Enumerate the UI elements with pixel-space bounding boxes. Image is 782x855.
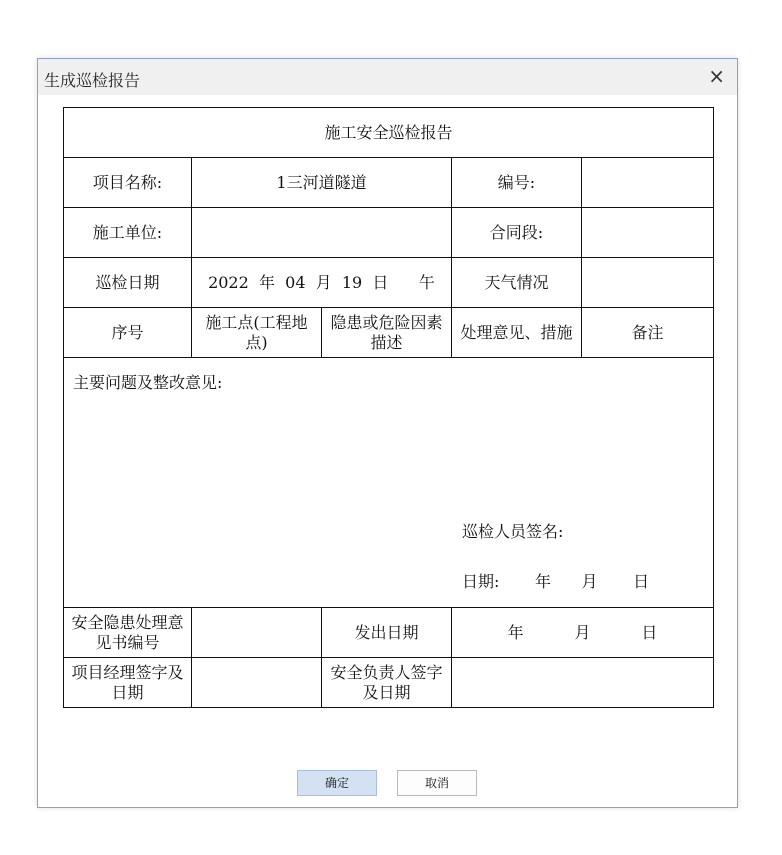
date-month: 04 [285,272,306,292]
notice-number-label: 安全隐患处理意见书编号 [64,608,192,658]
safety-officer-signature-label: 安全负责人签字及日期 [322,658,452,708]
dialog-button-bar [38,770,737,796]
cancel-button[interactable]: 取消 [397,770,477,796]
dialog-titlebar [38,59,737,95]
signature-date-line [462,572,649,592]
issue-month: 月 [574,622,591,642]
column-header-hazard: 隐患或危险因素描述 [322,308,452,358]
dialog-title: 生成巡检报告 [44,71,141,90]
project-name-value[interactable]: 1三河道隧道 [192,158,452,208]
date-day-unit: 日 [372,272,389,292]
safety-officer-signature-value[interactable] [452,658,714,708]
signature-month: 月 [581,572,598,591]
issue-date-value[interactable] [452,608,714,658]
column-header-remarks: 备注 [582,308,714,358]
report-number-value[interactable] [582,158,714,208]
column-header-location: 施工点(工程地点) [192,308,322,358]
project-name-label: 项目名称: [64,158,192,208]
date-day: 19 [341,272,363,292]
date-year: 2022 [208,272,249,292]
issues-label: 主要问题及整改意见: [73,373,223,392]
inspection-report-table [63,107,714,708]
close-icon[interactable]: × [708,64,725,88]
inspection-date-value[interactable] [192,258,452,308]
issue-year: 年 [507,622,524,642]
inspector-signature-label: 巡检人员签名: [462,522,564,541]
column-header-measures: 处理意见、措施 [452,308,582,358]
construction-unit-value[interactable] [192,208,452,258]
signature-year: 年 [535,572,552,591]
weather-value[interactable] [582,258,714,308]
date-month-unit: 月 [315,272,332,292]
date-period: 午 [418,272,435,292]
contract-section-label: 合同段: [452,208,582,258]
column-header-seq: 序号 [64,308,192,358]
ok-button[interactable]: 确定 [297,770,377,796]
signature-day: 日 [633,572,650,591]
notice-number-value[interactable] [192,608,322,658]
report-heading: 施工安全巡检报告 [64,108,714,158]
issue-day: 日 [641,622,658,642]
inspection-date-label: 巡检日期 [64,258,192,308]
issue-date-label: 发出日期 [322,608,452,658]
report-number-label: 编号: [452,158,582,208]
issues-section[interactable] [64,358,714,608]
date-year-unit: 年 [258,272,275,292]
construction-unit-label: 施工单位: [64,208,192,258]
pm-signature-label: 项目经理签字及日期 [64,658,192,708]
contract-section-value[interactable] [582,208,714,258]
generate-report-dialog [37,58,738,808]
weather-label: 天气情况 [452,258,582,308]
signature-date-label: 日期: [462,572,500,591]
pm-signature-value[interactable] [192,658,322,708]
